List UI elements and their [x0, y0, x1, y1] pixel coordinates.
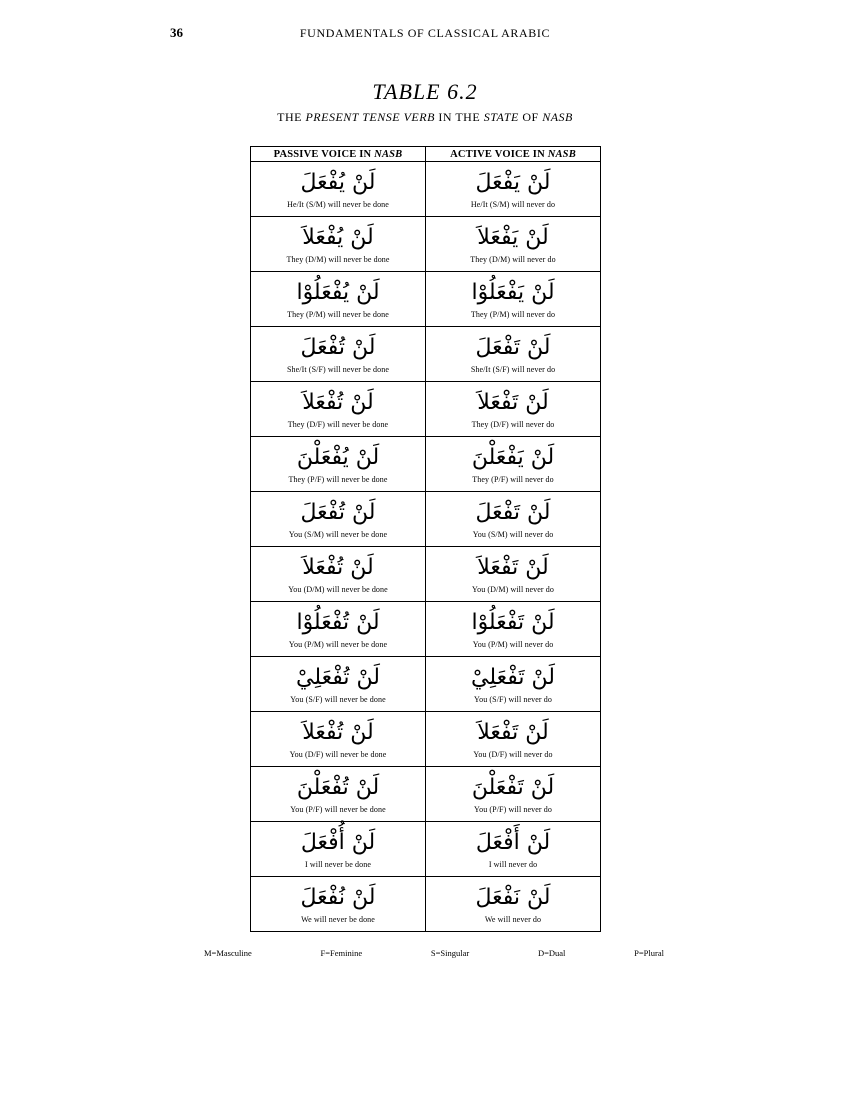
- active-voice-cell: [426, 327, 601, 382]
- active-arabic-form: لَنْ أَفْعَلَ: [475, 830, 551, 855]
- active-arabic-form: لَنْ نَفْعَلَ: [475, 885, 551, 910]
- passive-arabic-form: لَنْ تُفْعَلِيْ: [296, 665, 380, 690]
- active-english-gloss: They (P/F) will never do: [472, 475, 554, 484]
- active-arabic-form: لَنْ تَفْعَلُوْا: [471, 610, 555, 635]
- active-voice-cell: [426, 657, 601, 712]
- column-header-term: NASB: [374, 148, 403, 160]
- legend-item: S=Singular: [430, 948, 470, 958]
- table-row: [251, 712, 601, 767]
- active-english-gloss: You (P/F) will never do: [474, 805, 552, 814]
- active-voice-cell: [426, 272, 601, 327]
- subtitle-text: THE: [277, 110, 306, 124]
- table-body: [251, 162, 601, 932]
- passive-english-gloss: They (P/M) will never be done: [287, 310, 389, 319]
- passive-arabic-form: لَنْ يُفْعَلَ: [300, 170, 376, 195]
- active-english-gloss: You (P/M) will never do: [472, 640, 554, 649]
- passive-arabic-form: لَنْ تُفْعَلُوْا: [296, 610, 380, 635]
- active-voice-cell: [426, 712, 601, 767]
- table-row: [251, 767, 601, 822]
- active-english-gloss: They (P/M) will never do: [470, 310, 556, 319]
- passive-voice-cell: [251, 492, 426, 547]
- passive-column-header: [251, 147, 426, 162]
- subtitle-text: IN THE: [434, 110, 484, 124]
- passive-english-gloss: You (S/M) will never be done: [288, 530, 388, 539]
- subtitle-term-verb: PRESENT TENSE VERB: [305, 110, 435, 124]
- passive-voice-cell: [251, 822, 426, 877]
- active-voice-cell: [426, 602, 601, 657]
- legend-item: P=Plural: [634, 948, 664, 958]
- passive-arabic-form: لَنْ نُفْعَلَ: [300, 885, 376, 910]
- passive-arabic-form: لَنْ تُفْعَلاَ: [302, 390, 374, 415]
- passive-english-gloss: They (P/F) will never be done: [288, 475, 388, 484]
- table-row: [251, 162, 601, 217]
- table-row: [251, 382, 601, 437]
- active-arabic-form: لَنْ يَفْعَلُوْا: [471, 280, 555, 305]
- active-voice-cell: [426, 217, 601, 272]
- passive-english-gloss: They (D/M) will never be done: [286, 255, 390, 264]
- active-voice-cell: [426, 547, 601, 602]
- active-english-gloss: We will never do: [484, 915, 542, 924]
- passive-arabic-form: لَنْ تُفْعَلاَ: [302, 720, 374, 745]
- passive-voice-cell: [251, 602, 426, 657]
- passive-english-gloss: You (P/M) will never be done: [288, 640, 388, 649]
- active-english-gloss: You (D/F) will never do: [473, 750, 553, 759]
- passive-arabic-form: لَنْ تُفْعَلَ: [300, 500, 376, 525]
- legend-item: F=Feminine: [320, 948, 363, 958]
- verb-conjugation-table: [250, 146, 601, 932]
- table-row: [251, 822, 601, 877]
- passive-english-gloss: You (P/F) will never be done: [290, 805, 386, 814]
- active-voice-cell: [426, 162, 601, 217]
- active-arabic-form: لَنْ يَفْعَلْنَ: [471, 445, 555, 470]
- active-arabic-form: لَنْ تَفْعَلْنَ: [471, 775, 555, 800]
- subtitle-text: OF: [518, 110, 543, 124]
- active-voice-cell: [426, 492, 601, 547]
- passive-english-gloss: You (D/F) will never be done: [289, 750, 387, 759]
- table-row: [251, 657, 601, 712]
- active-arabic-form: لَنْ تَفْعَلِيْ: [471, 665, 555, 690]
- active-voice-cell: [426, 382, 601, 437]
- passive-arabic-form: لَنْ تُفْعَلْنَ: [296, 775, 380, 800]
- table-row: [251, 327, 601, 382]
- passive-english-gloss: You (D/M) will never be done: [288, 585, 388, 594]
- table-row: [251, 217, 601, 272]
- table-header-row: [251, 147, 601, 162]
- passive-arabic-form: لَنْ تُفْعَلاَ: [302, 555, 374, 580]
- active-english-gloss: He/It (S/M) will never do: [470, 200, 556, 209]
- active-english-gloss: I will never do: [488, 860, 538, 869]
- active-arabic-form: لَنْ تَفْعَلاَ: [477, 555, 549, 580]
- abbreviation-legend: [204, 948, 664, 958]
- active-arabic-form: لَنْ تَفْعَلاَ: [477, 720, 549, 745]
- active-voice-cell: [426, 437, 601, 492]
- passive-voice-cell: [251, 712, 426, 767]
- passive-english-gloss: They (D/F) will never be done: [287, 420, 389, 429]
- table-subtitle: [0, 110, 850, 125]
- subtitle-term-nasb: NASB: [542, 110, 573, 124]
- passive-voice-cell: [251, 877, 426, 932]
- passive-arabic-form: لَنْ تُفْعَلَ: [300, 335, 376, 360]
- active-arabic-form: لَنْ تَفْعَلاَ: [477, 390, 549, 415]
- passive-voice-cell: [251, 327, 426, 382]
- active-arabic-form: لَنْ يَفْعَلَ: [475, 170, 551, 195]
- passive-english-gloss: He/It (S/M) will never be done: [287, 200, 389, 209]
- table-row: [251, 877, 601, 932]
- passive-arabic-form: لَنْ يُفْعَلاَ: [302, 225, 374, 250]
- passive-voice-cell: [251, 272, 426, 327]
- table-row: [251, 437, 601, 492]
- passive-english-gloss: I will never be done: [305, 860, 371, 869]
- active-english-gloss: You (D/M) will never do: [472, 585, 554, 594]
- legend-item: D=Dual: [537, 948, 566, 958]
- legend-item: M=Masculine: [204, 948, 252, 958]
- passive-voice-cell: [251, 382, 426, 437]
- active-english-gloss: They (D/F) will never do: [471, 420, 555, 429]
- table-title: TABLE 6.2: [372, 79, 478, 104]
- active-english-gloss: You (S/M) will never do: [472, 530, 554, 539]
- passive-english-gloss: We will never be done: [301, 915, 375, 924]
- passive-arabic-form: لَنْ يُفْعَلُوْا: [296, 280, 380, 305]
- table-row: [251, 272, 601, 327]
- table-row: [251, 547, 601, 602]
- active-english-gloss: You (S/F) will never do: [474, 695, 552, 704]
- passive-arabic-form: لَنْ يُفْعَلْنَ: [296, 445, 380, 470]
- passive-voice-cell: [251, 162, 426, 217]
- active-english-gloss: She/It (S/F) will never do: [470, 365, 556, 374]
- table-row: [251, 492, 601, 547]
- passive-voice-cell: [251, 217, 426, 272]
- active-arabic-form: لَنْ يَفْعَلاَ: [477, 225, 549, 250]
- passive-voice-cell: [251, 547, 426, 602]
- passive-voice-cell: [251, 657, 426, 712]
- column-header-term: NASB: [547, 148, 576, 160]
- running-header: FUNDAMENTALS OF CLASSICAL ARABIC: [299, 26, 551, 40]
- passive-english-gloss: You (S/F) will never be done: [290, 695, 386, 704]
- active-arabic-form: لَنْ تَفْعَلَ: [475, 500, 551, 525]
- subtitle-term-state: STATE: [483, 110, 519, 124]
- active-voice-cell: [426, 877, 601, 932]
- table-row: [251, 602, 601, 657]
- active-voice-cell: [426, 767, 601, 822]
- active-arabic-form: لَنْ تَفْعَلَ: [475, 335, 551, 360]
- column-header-text: ACTIVE VOICE IN: [450, 148, 548, 160]
- active-english-gloss: They (D/M) will never do: [470, 255, 556, 264]
- passive-english-gloss: She/It (S/F) will never be done: [287, 365, 389, 374]
- passive-voice-cell: [251, 767, 426, 822]
- passive-voice-cell: [251, 437, 426, 492]
- page-number: 36: [170, 25, 183, 40]
- passive-arabic-form: لَنْ أُفْعَلَ: [300, 830, 376, 855]
- active-voice-cell: [426, 822, 601, 877]
- column-header-text: PASSIVE VOICE IN: [273, 148, 375, 160]
- active-column-header: [426, 147, 601, 162]
